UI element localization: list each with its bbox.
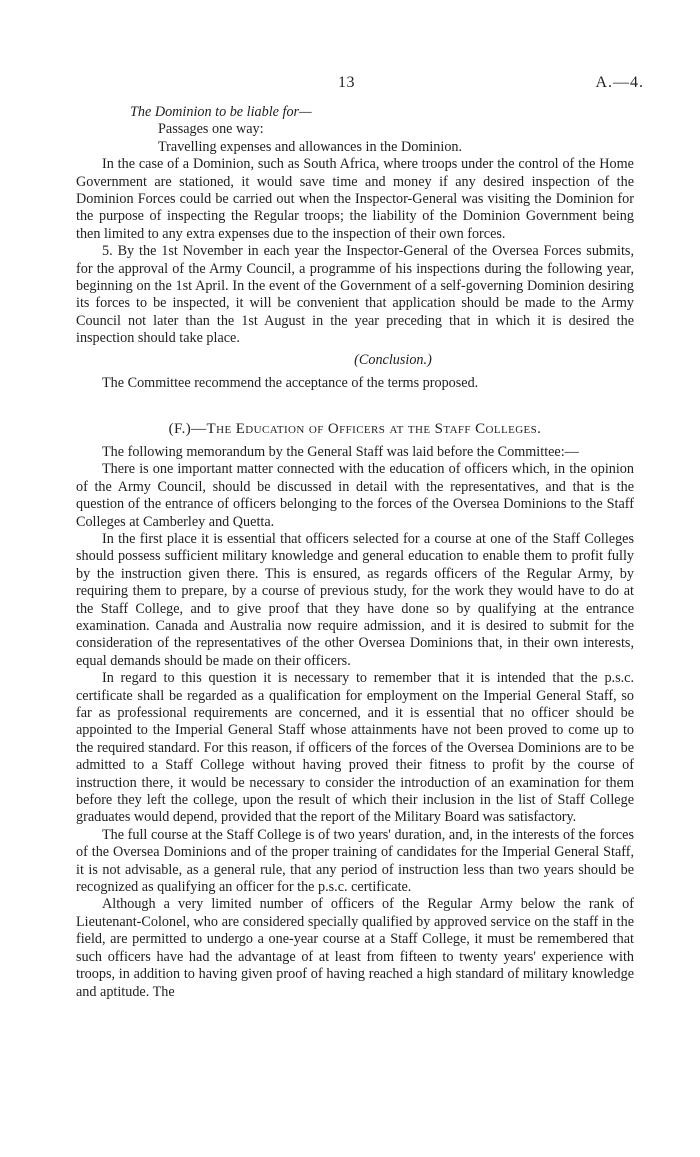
paragraph-although: Although a very limited number of officers of the Regular Army below the rank of Lieutenant-Colonel, who are considered specially qualified by approved service on the staff in the field, are permitted to undergo a one-year course at a Staff College, it must be remembered that such officers have had the advantage of at least from fifteen to twenty years' experience with troops, in addition to having given proof of having reached a high standard of military knowledge and aptitude. The bbox=[76, 896, 634, 1000]
dominion-liable-heading: The Dominion to be liable for— bbox=[130, 104, 312, 120]
paragraph-first-place: In the first place it is essential that officers selected for a course at one of the Staff Colleges should possess sufficient military knowledge and general education to enable them to profit fully by the instruction given there. This is ensured, as regards officers of the Regular Army, by requiring them to prepare, by a course of previous study, for the work they would have to do at the Staff College, and to give proof that they have done so by qualifying at the entrance examination. Canada and Australia now require admission, and it is desired to submit for the consideration of the representatives of the other Oversea Dominions that, in their own interests, equal demands should be made on their officers. bbox=[76, 530, 634, 669]
paragraph-5: 5. By the 1st November in each year the Inspector-General of the Oversea Forces submits, for the approval of the Army Council, a programme of his inspections during the following year, beginning on the 1st April. In the event of the Government of a self-governing Dominion desiring its forces to be inspected, it will be convenient that application should be made to the Army Council not later than the 1st August in the year preceding that in which it is desired the inspection should take place. bbox=[76, 243, 634, 347]
section-title: The Education of Officers at the Staff Colleges. bbox=[206, 420, 542, 437]
paragraph-important-matter: There is one important matter connected with the education of officers which, in the opinion of the Army Council, should be discussed in detail with the representatives, and that is the question of the entrance of officers belonging to the forces of the Oversea Dominions to the Staff Colleges at Camberley and Quetta. bbox=[76, 461, 634, 530]
page-number: 13 bbox=[338, 74, 355, 91]
section-heading-f bbox=[76, 421, 634, 438]
paragraph-dominion-case: In the case of a Dominion, such as South Africa, where troops under the control of the Home Government are stationed, it would save time and money if any desired inspection of the Dominion Forces could be carried out when the Inspector-General was visiting the Dominion for the purpose of inspecting the Regular troops; the liability of the Dominion Government being then limited to any extra expenses due to the inspection of their own forces. bbox=[76, 156, 634, 242]
paragraph-in-regard: In regard to this question it is necessary to remember that it is intended that the p.s.c. certificate shall be regarded as a qualification for employment on the Imperial General Staff, so far as professional requirements are concerned, and it is essential that no officer should be appointed to the Imperial General Staff whose attainments have not been proved to come up to the required standard. For this reason, if officers of the forces of the Oversea Dominions are to be admitted to a Staff College without having proved their fitness to profit by the course of instruction there, it would be necessary to consider the introduction of an examination for them before they left the college, upon the result of which their inclusion in the list of Staff College graduates would depend, provided that the report of the Military Board was satisfactory. bbox=[76, 670, 634, 826]
document-reference: A.—4. bbox=[595, 74, 644, 91]
liability-item-passages: Passages one way: bbox=[158, 121, 264, 138]
committee-recommendation: The Committee recommend the acceptance of the terms proposed. bbox=[102, 375, 479, 392]
conclusion-label: (Conclusion.) bbox=[354, 351, 432, 368]
paragraph-full-course: The full course at the Staff College is of two years' duration, and, in the interests of the forces of the Oversea Dominions and of the proper training of candidates for the Imperial General Staff, it is not advisable, as a general rule, that any period of instruction less than two years should be recognized as qualifying an officer for the p.s.c. certificate. bbox=[76, 826, 634, 896]
liability-item-travelling: Travelling expenses and allowances in the Dominion. bbox=[158, 138, 463, 155]
document-body bbox=[76, 104, 634, 1001]
section-prefix: (F.)— bbox=[168, 420, 207, 437]
paragraph-memorandum: The following memorandum by the General Staff was laid before the Committee:— bbox=[102, 443, 579, 460]
